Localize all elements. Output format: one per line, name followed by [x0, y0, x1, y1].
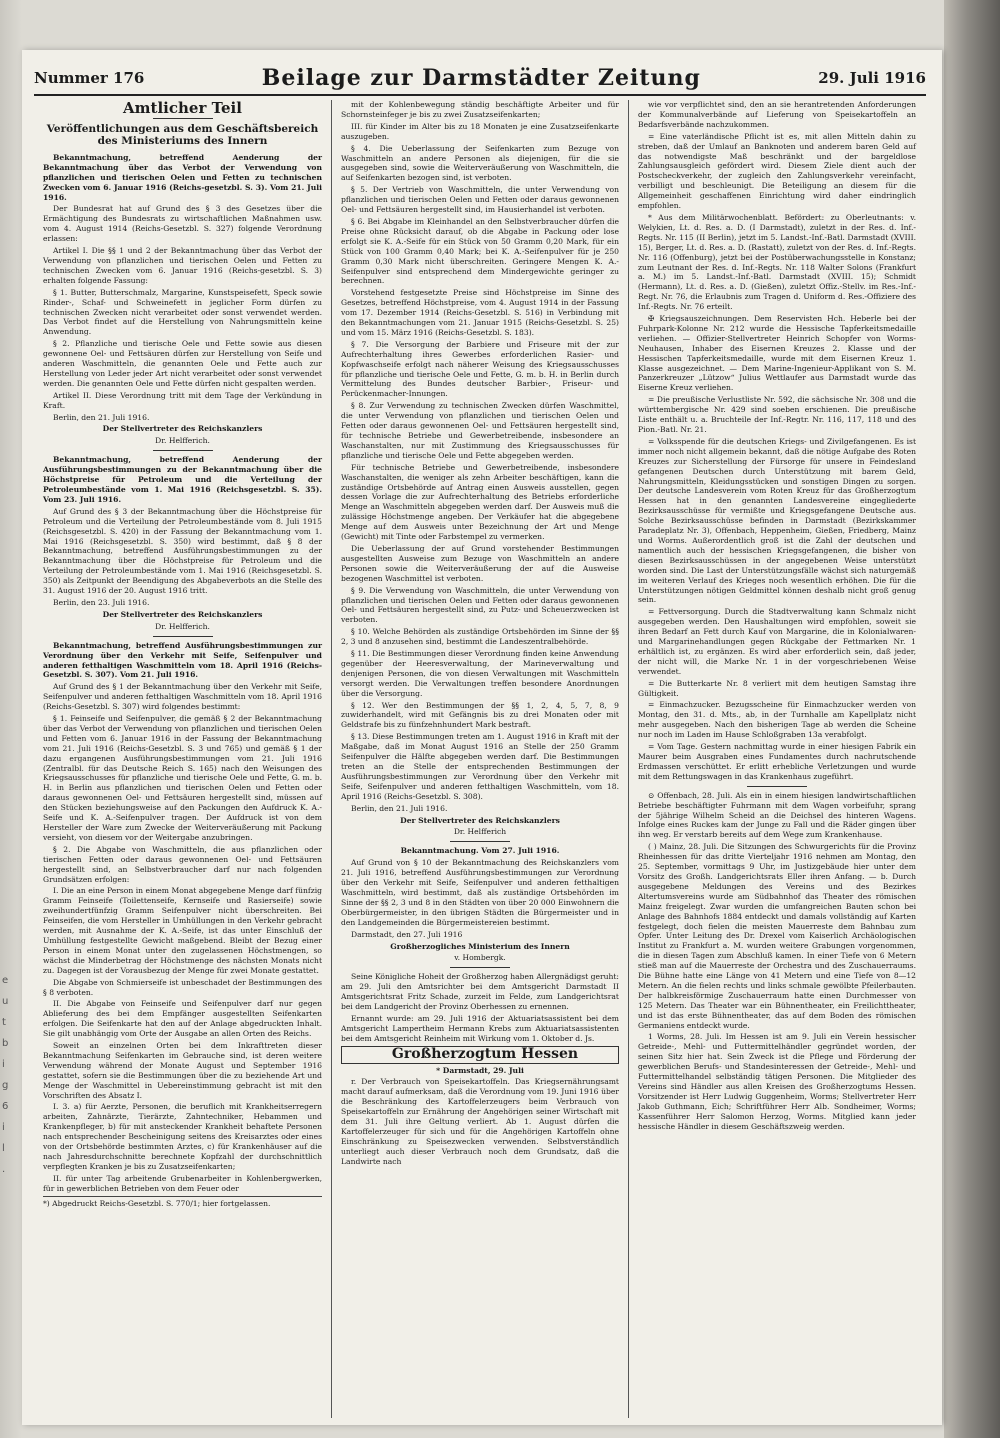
notice-title: Bekanntmachung, betreffend Aenderung der Ausführungsbestimmungen zu der Bekanntmachung über die Höchstpreise für Petroleum und die Verteilung der Petroleumbestände vom 1. Mai 1916 (Reichsgesetzbl. S. 35). Vom 23. Juli 1916.	[43, 455, 322, 504]
paragraph: ✠ Kriegsauszeichnungen. Dem Reservisten Hch. Heberle bei der Fuhrpark-Kolonne Nr. 212 wurde die Hessische Tapferkeitsmedaille verliehen. — Offizier-Stellvertreter Heinrich Schopfer von Worms-Neuhausen, Inhaber des Eisernen Kreuzes 2. Klasse und der Hessischen Tapferkeitsmedaille, wurde mit dem Eisernen Kreuz 1. Klasse ausgezeichnet. — Dem Marine-Ingenieur-Applikant von S. M. Panzerkreuzer „Lützow“ Julius Wettlaufer aus Darmstadt wurde das Eiserne Kreuz verliehen.	[638, 314, 916, 393]
paragraph: § 7. Die Versorgung der Barbiere und Friseure mit der zur Aufrechterhaltung ihres Gewerbes erforderlichen Rasier- und Kopfwaschseife erfolgt nach näherer Weisung des Kriegsausschusses für pflanzliche und tierische Oele und Fette, G. m. b. H. in Berlin durch Vermittelung des Bundes deutscher Barbier-, Friseur- und Perückenmacher-Innungen.	[341, 339, 619, 399]
divider	[153, 450, 213, 451]
divider	[450, 967, 510, 968]
paragraph: = Fettversorgung. Durch die Stadtverwaltung kann Schmalz nicht ausgegeben werden. Den Haushaltungen wird empfohlen, soweit sie ihren Bedarf an Fett durch Kauf von Margarine, die in Kolonialwaren- und Margarinehandlungen gegen Rückgabe der Fettmarken Nr. 1 erhältlich ist, zu ergänzen. Es wird aber erforderlich sein, daß jeder, der nicht will, die Marke Nr. 1 in der vorgeschriebenen Weise verwendet.	[638, 607, 916, 676]
margin-mark: e	[2, 975, 9, 986]
divider	[153, 118, 213, 119]
margin-mark: t	[2, 1017, 6, 1028]
paragraph: wie vor verpflichtet sind, den an sie herantretenden Anforderungen der Kommunalverbände auf Lieferung von Speisekartoffeln an Bedarfsverbände nachzukommen.	[638, 100, 916, 129]
footnote: *) Abgedruckt Reichs-Gesetzbl. S. 770/1; hier fortgelassen.	[43, 1196, 322, 1209]
paragraph: r. Der Verbrauch von Speisekartoffeln. Das Kriegsernährungsamt macht darauf aufmerksam, daß die Verordnung vom 19. Juni 1916 über die Beschränkung des Kartoffelerzeugers beim Verbrauch von Speisekartoffeln zur Ernährung der Angehörigen seiner Wirtschaft mit dem 31. Juli ihre Geltung verliert. Ab 1. August dürfen die Kartoffelerzeuger für sich und für die Angehörigen Kartoffeln ohne Einschränkung zu Speisezwecken verwenden. Selbstverständlich unterliegt auch dieser Verbrauch noch dem Grundsatz, daß die Landwirte nach	[341, 1077, 619, 1166]
margin-marks	[2, 970, 20, 1180]
signature-title: Der Stellvertreter des Reichskanzlers	[102, 424, 263, 434]
paragraph: = Die Butterkarte Nr. 8 verliert mit dem heutigen Samstag ihre Gültigkeit.	[638, 678, 916, 698]
paragraph: I. Die an eine Person in einem Monat abgegebene Menge darf fünfzig Gramm Feinseife (Toilettenseife, Kernseife und Rasierseife) sowie zweihundertfünfzig Gramm Seifenpulver nicht überschreiten. Bei Feinseifen, die vom Hersteller in Umhüllungen in den Verkehr gebracht werden, mit Ausnahme der K. A.-Seife, ist das unter Einschluß der Umhüllung festgestellte Gewicht maßgebend. Bleibt der Bezug einer Person in einem Monat unter den zugelassenen Höchstmengen, so wächst die Minderbetrag der Höchstmenge des nächsten Monats nicht zu. Dagegen ist der Vorausbezug der Menge für zwei Monate gestattet.	[43, 886, 322, 975]
paragraph: § 13. Diese Bestimmungen treten am 1. August 1916 in Kraft mit der Maßgabe, daß im Monat August 1916 an Stelle der 250 Gramm Seifenpulver die Hälfte abgegeben werden darf. Die Bestimmungen treten an die Stelle der entsprechenden Bestimmungen der Ausführungsbestimmungen zur Verordnung über den Verkehr mit Seife, Seifenpulver und anderen fetthaltigen Waschmitteln, vom 18. April 1916 (Reichs-Gesetzbl. S. 308).	[341, 732, 619, 801]
issue-date: 29. Juli 1916	[818, 69, 926, 87]
paragraph: mit der Kohlenbewegung ständig beschäftigte Arbeiter und für Schornsteinfeger je bis zu zwei Zusatzseifenkarten;	[341, 100, 619, 119]
dateline: * Darmstadt, 29. Juli	[436, 1065, 524, 1075]
paragraph: Artikel II. Diese Verordnung tritt mit dem Tage der Verkündung in Kraft.	[43, 390, 322, 410]
paragraph: II. für unter Tag arbeitende Grubenarbeiter in Kohlenbergwerken, für in gewerblichen Betrieben von dem Feuer oder	[43, 1173, 322, 1193]
margin-mark: b	[2, 1038, 9, 1049]
paragraph: Ernannt wurde: am 29. Juli 1916 der Aktuariatsassistent bei dem Amtsgericht Lampertheim Hermann Krebs zum Aktuariatsassistenten bei dem Amtsgericht Reinheim mit Wirkung vom 1. Oktober d. Js.	[341, 1013, 619, 1043]
paragraph: Vorstehend festgesetzte Preise sind Höchstpreise im Sinne des Gesetzes, betreffend Höchstpreise, vom 4. August 1914 in der Fassung vom 17. Dezember 1914 (Reichs-Gesetzbl. S. 516) in Verbindung mit den Bekanntmachungen vom 21. Januar 1915 (Reichs-Gesetzbl. S. 25) und vom 15. März 1916 (Reichs-Gesetzbl. S. 183).	[341, 288, 619, 337]
paragraph: Artikel I. Die §§ 1 und 2 der Bekanntmachung über das Verbot der Verwendung von pflanzlichen und tierischen Oelen und Fetten zu technischen Zwecken vom 6. Januar 1916 (Reichs-gesetzbl. S. 3) erhalten folgende Fassung:	[43, 246, 322, 285]
place-date: Darmstadt, den 27. Juli 1916	[351, 929, 463, 939]
section-box-title: Großherzogtum Hessen	[341, 1046, 619, 1064]
margin-mark: 6	[2, 1101, 9, 1112]
notice-title: Bekanntmachung. Vom 27. Juli 1916.	[400, 846, 560, 856]
paragraph: Die Ueberlassung der auf Grund vorstehender Bestimmungen ausgestellten Ausweise zum Bezuge von Waschmitteln an andere Personen sowie die Weiterveräußerung der auf die Ausweise bezogenen Waschmittel ist verboten.	[341, 543, 619, 583]
column-3	[628, 100, 925, 1418]
divider	[153, 636, 213, 637]
paragraph: Für technische Betriebe und Gewerbetreibende, insbesondere Waschanstalten, die weniger als zehn Arbeiter beschäftigen, kann die zuständige Ortsbehörde auf Antrag einen Ausweis ausstellen, gegen dessen Vorlage die zur Aufrechterhaltung des Betriebs erforderliche Menge an Waschmitteln abgegeben werden darf. Der Ausweis muß die zulässige Höchstmenge angeben. Der Verkäufer hat die abgegebene Menge auf dem Ausweis unter Bezeichnung der Art und Menge (Gewicht) mit Tinte oder Farbstempel zu vermerken.	[341, 462, 619, 542]
place-date: Berlin, den 23. Juli 1916.	[53, 597, 150, 607]
section-title: Amtlicher Teil	[123, 100, 242, 117]
divider	[747, 786, 807, 787]
paper-title: Beilage zur Darmstädter Zeitung	[261, 65, 701, 91]
paragraph: = Die preußische Verlustliste Nr. 592, die sächsische Nr. 308 und die württembergische Nr. 429 sind soeben erschienen. Die preußische Liste enthält u. a. Bruchteile der Inf.-Regtr. Nr. 116, 117, 118 und des Pion.-Batl. Nr. 21.	[638, 395, 916, 434]
paragraph: § 2. Pflanzliche und tierische Oele und Fette sowie aus diesen gewonnene Oel- und Fettsäuren dürfen zur Herstellung von Seife und anderen Waschmitteln, die genannten Oele und Fette auch zur Herstellung von Leder jeder Art nicht verarbeitet oder sonst verwendet werden. Die genannten Oele und Fette dürfen nicht gespalten werden.	[43, 339, 322, 388]
paragraph: 1 Worms, 28. Juli. Im Hessen ist am 9. Juli ein Verein hessischer Getreide-, Mehl- und Futtermittelhändler gegründet worden, der seinen Sitz hier hat. Sein Zweck ist die Pflege und Förderung der gewerblichen Berufs- und Standesinteressen der Getreide-, Mehl- und Futtermittelhandel selbständig tätigen Personen. Die Mitglieder des Vereins sind Händler aus allen Kreisen des Großherzogtums Hessen. Vorsitzender ist Herr Ludwig Guggenheim, Worms; Stellvertreter Herr Jakob Guthmann, Eich; Schriftführer Herr Alb. Sondheimer, Worms; Kassenführer Herr Salomon Herzog, Worms. Mitglied kann jeder hessische Händler in diesem Geschäftszweig werden.	[638, 1032, 916, 1131]
signature-name: Dr. Helfferich	[453, 827, 507, 837]
paragraph: Die Abgabe von Schmierseife ist unbeschadet der Bestimmungen des § 8 verboten.	[43, 977, 322, 997]
paragraph: § 8. Zur Verwendung zu technischen Zwecken dürfen Waschmittel, die unter Verwendung von pflanzlichen und tierischen Oelen und Fetten oder daraus gewonnenen Oel- und Fettsäuren hergestellt sind, für technische Betriebe und Gewerbetreibende, insbesondere an Waschanstalten, nur mit Zustimmung des Kriegsausschusses für pflanzliche und tierische Oele und Fette abgegeben werden.	[341, 401, 619, 460]
paragraph: Auf Grund des § 3 der Bekanntmachung über die Höchstpreise für Petroleum und die Verteilung der Petroleumbestände vom 8. Juli 1915 (Reichsgesetzbl. S. 420) in der Fassung der Bekanntmachung vom 1. Mai 1916 (Reichsgesetzbl. S. 350) wird bestimmt, daß § 8 der Bekanntmachung, betreffend Ausführungsbestimmungen zu der Bekanntmachung über die Höchstpreise für Petroleum und die Verteilung der Petroleumbestände vom 1. Mai 1916 (Reichsgesetzbl. S. 350) als Zeitpunkt der Beendigung des Abgabeverbots an die Stelle des 31. August 1916 der 20. August 1916 tritt.	[43, 506, 322, 596]
notice-title: Bekanntmachung, betreffend Aenderung der Bekanntmachung über das Verbot der Verwendung von pflanzlichen und tierischen Oelen und Fetten zu technischen Zwecken vom 6. Januar 1916 (Reichs-gesetzbl. S. 3). Vom 21. Juli 1916.	[43, 152, 322, 202]
place-date: Berlin, den 21. Juli 1916.	[53, 412, 150, 422]
column-1	[34, 100, 331, 1418]
paragraph: § 5. Der Vertrieb von Waschmitteln, die unter Verwendung von pflanzlichen und tierischen Oelen und Fetten oder daraus gewonnenen Oel- und Fettsäuren hergestellt sind, im Hausierhandel ist verboten.	[341, 185, 619, 215]
paragraph: § 1. Feinseife und Seifenpulver, die gemäß § 2 der Bekanntmachung über das Verbot der Verwendung von pflanzlichen und tierischen Oelen und Fetten vom 6. Januar 1916 in der Fassung der Bekanntmachung vom 21. Juli 1916 (Reichs-Gesetzbl. S. 3 und 765) und gemäß § 1 der dazu ergangenen Ausführungsbestimmungen vom 21. Juli 1916 (Zentralbl. für das Deutsche Reich S. 165) nach den Weisungen des Kriegsausschusses für pflanzliche und tierische Oele und Fette, G. m. b. H. in Berlin aus pflanzlichen und tierischen Oelen und Fetten oder daraus gewonnenen Oel- und Fettsäuren hergestellt sind, müssen auf den Stücken beziehungsweise auf den Packungen den Aufdruck K. A.-Seife und K. A.-Seifenpulver tragen. Der Aufdruck ist von dem Hersteller der Ware zum Zwecke der Weiterveräußerung mit Packung versieht, von diesem vor der Weitergabe anzubringen.	[43, 714, 322, 842]
paragraph: = Einmachzucker. Bezugsscheine für Einmachzucker werden von Montag, den 31. d. Mts., ab, in der Turnhalle am Kapellplatz nicht mehr ausgegeben. Nach den bisherigen Tage ab werden die Scheine nur noch im Laden im Hause Schloßgraben 13a verabfolgt.	[638, 700, 916, 740]
paragraph: § 2. Die Abgabe von Waschmitteln, die aus pflanzlichen oder tierischen Fetten oder daraus gewonnenen Oel- und Fettsäuren hergestellt sind, an Selbstverbraucher darf nur nach folgenden Grundsätzen erfolgen:	[43, 844, 322, 884]
scan-right-edge	[944, 0, 1000, 1438]
signature-name: Dr. Helfferich.	[155, 436, 210, 446]
divider	[450, 841, 510, 842]
paragraph: § 4. Die Ueberlassung der Seifenkarten zum Bezuge von Waschmitteln an andere Personen als diejenigen, für die sie ausgegeben sind, sowie die Weiterveräußerung von Waschmitteln, die auf Seifenkarten bezogen sind, ist verboten.	[341, 143, 619, 183]
signature-title: Der Stellvertreter des Reichskanzlers	[102, 609, 263, 619]
paragraph: = Vom Tage. Gestern nachmittag wurde in einer hiesigen Fabrik ein Maurer beim Ausgraben eines Fundamentes durch nachrutschende Erdmassen verschüttet. Er erlitt erhebliche Verletzungen und wurde mit dem Rettungswagen in das Krankenhaus zugeführt.	[638, 742, 916, 781]
paragraph: ( ) Mainz, 28. Juli. Die Sitzungen des Schwurgerichts für die Provinz Rheinhessen für das dritte Vierteljahr 1916 nehmen am Montag, den 25. September, vormittags 9 Uhr, im Justizgebäude hier unter dem Vorsitz des Großh. Landgerichtsrats Eller ihren Anfang. — b. Durch ausgegebene Meldungen des Vereins und des Bezirkes Altertumsvereins wurde am Südbahnhof das Theater des römischen Mainz freigelegt. Zwar wurden die umfangreichen Bauten schon bei Anlage des Bahnhofs 1884 entdeckt und damals vollständig auf Karten festgelegt, doch fielen die meisten Mauerreste dem Bahnbau zum Opfer. Unter Leitung des Dr. Drexel vom Kaiserlich Archäologischen Institut zu Frankfurt a. M. wurden weitere Grabungen vorgenommen, die in diesen Tagen zum Abschluß kamen. In einer Tiefe von 6 Metern stieß man auf die Mauerreste der Orchestra und des Zuschauerraums. Die Bühne hatte eine Länge von 41 Metern und eine Tiefe von 8—12 Metern. An die fielen rechts und links schmale gewölbte Pfeilerbauten. Der halbkreisförmige Zuschauerraum hatte einen Durchmesser von 125 Metern. Das Theater war ein Bühnentheater, ein Freilichttheater, und ist das erste Bühnentheater, das auf dem Boden des römischen Germaniens entdeckt wurde.	[638, 842, 916, 1030]
masthead	[34, 62, 926, 96]
signature-title: Der Stellvertreter des Reichskanzlers	[400, 815, 560, 825]
paragraph: Auf Grund von § 10 der Bekanntmachung des Reichskanzlers vom 21. Juli 1916, betreffend Ausführungsbestimmungen zur Verordnung über den Verkehr mit Seife, Seifenpulver und anderen fetthaltigen Waschmitteln, wird bestimmt, daß als zuständige Ortsbehörden im Sinne der §§ 2, 3 und 8 in den Städten von über 20 000 Einwohnern die Oberbürgermeister, in den übrigen Städten die Bürgermeister und in den Landgemeinden die Bürgermeistereien bestimmt.	[341, 858, 619, 927]
paragraph: Seine Königliche Hoheit der Großherzog haben Allergnädigst geruht: am 29. Juli den Amtsrichter bei dem Amtsgericht Darmstadt II Amtsgerichtsrat Fritz Schade, zurzeit im Felde, zum Landgerichtsrat bei dem Landgericht der Provinz Oberhessen zu ernennen.	[341, 972, 619, 1012]
paragraph: § 9. Die Verwendung von Waschmitteln, die unter Verwendung von pflanzlichen und tierischen Oelen und Fetten oder daraus gewonnenen Oel- und Fettsäuren hergestellt sind, zu Putz- und Scheuerzwecken ist verboten.	[341, 585, 619, 625]
paragraph: II. Die Abgabe von Feinseife und Seifenpulver darf nur gegen Ablieferung des bei dem Empfänger ausgestellten Seifenkarten erfolgen. Die Seifenkarte hat den auf der Anlage abgedruckten Inhalt. Sie gilt unabhängig vom Orte der Ausgabe an allen Orten des Reichs.	[43, 999, 322, 1039]
paragraph: § 11. Die Bestimmungen dieser Verordnung finden keine Anwendung gegenüber der Heeresverwaltung, der Marineverwaltung und denjenigen Personen, die von diesen Verwaltungen mit Waschmitteln versorgt werden. Die Verwaltungen treffen besondere Anordnungen über die Versorgung.	[341, 649, 619, 698]
signature-name: v. Hombergk.	[454, 953, 506, 963]
paragraph: Auf Grund des § 1 der Bekanntmachung über den Verkehr mit Seife, Seifenpulver und anderen fetthaltigen Waschmitteln vom 18. April 1916 (Reichs-Gesetzbl. S. 307) wird folgendes bestimmt:	[43, 682, 322, 712]
paragraph: § 6. Bei Abgabe im Kleinhandel an den Selbstverbraucher dürfen die Preise ohne Rücksicht darauf, ob die Abgabe in Packung oder lose erfolgt sie K. A.-Seife für ein Stück von 50 Gramm 0,20 Mark, für ein Stück von 100 Gramm 0,40 Mark; bei K. A.-Seifenpulver für je 250 Gramm 0,30 Mark nicht überschreiten. Geringere Mengen K. A.-Seifenpulver sind entsprechend dem Mindergewichte geringer zu berechnen.	[341, 216, 619, 286]
issue-number: Nummer 176	[34, 69, 145, 87]
margin-mark: .	[2, 1164, 6, 1175]
margin-mark: i	[2, 1059, 5, 1070]
paragraph: § 1. Butter, Butterschmalz, Margarine, Kunstspeisefett, Speck sowie Rinder-, Schaf- und Schweinefett in jeglicher Form dürfen zu technischen Zwecken nicht verarbeitet oder sonst verwendet werden. Das Verbot findet auf die Herstellung von Nahrungsmitteln keine Anwendung.	[43, 287, 322, 337]
paragraph: ⊙ Offenbach, 28. Juli. Als ein in einem hiesigen landwirtschaftlichen Betriebe beschäftigter Fuhrmann mit dem Wagen vorbeifuhr, sprang der 5jährige Wilhelm Scheid an die Deichsel des hinteren Wagens. Infolge eines Ruckes kam der Junge zu Fall und die Räder gingen über ihn weg. Er verstarb bereits auf dem Wege zum Krankenhause.	[638, 790, 916, 840]
paragraph: = Eine vaterländische Pflicht ist es, mit allen Mitteln dahin zu streben, daß der Umlauf an Banknoten und anderem baren Geld auf das notwendigste Maß beschränkt und der bargeldlose Zahlungsausgleich gefördert wird. Diesem Ziele dient auch der Postscheckverkehr, der zugleich den Zahlungsverkehr vereinfacht, verbilligt und beschleunigt. Die Beteiligung an diesem für die Allgemeinheit geschaffenen Einrichtung wird daher eindringlich empfohlen.	[638, 131, 916, 211]
margin-mark: l	[2, 1143, 5, 1154]
signature-title: Großherzogliches Ministerium des Innern	[390, 941, 570, 951]
paragraph: Soweit an einzelnen Orten bei dem Inkrafttreten dieser Bekanntmachung Seifenkarten im Gebrauche sind, ist deren weitere Verwendung während der Monate August und September 1916 gestattet, sofern sie die Bestimmungen über die zu beziehende Art und Menge der Waschmittel in Uebereinstimmung gebracht ist mit den Vorschriften des Absatz I.	[43, 1041, 322, 1100]
paragraph: * Aus dem Militärwochenblatt. Befördert: zu Oberleutnants: v. Welykien, Lt. d. Res. a. D. (I Darmstadt), zuletzt in der Res. d. Inf.-Regts. Nr. 115 (II Berlin), jetzt im 5. Landst.-Inf.-Batl. Darmstadt (XVIII. 15), Berger, Lt. d. Res. a. D. (Rastatt), zuletzt von der Res. d. Inf.-Regts. Nr. 116 (Offenburg), jetzt bei der Postüberwachungsstelle in Konstanz; zum Leutnant der Res. d. Inf.-Regts. Nr. 118 Walter Solons (Frankfurt a. M.) im 5. Landst.-Inf.-Batl. Darmstadt (XVIII. 15); Schmidt (Hermann), Lt. d. Res. a. D. (Gießen), zuletzt Offiz.-Stellv. im Res.-Inf.-Regt. Nr. 76, die Erlaubnis zum Tragen d. Uniform d. Res.-Offiziere des Inf.-Regts. Nr. 76 erteilt.	[638, 212, 916, 312]
signature-name: Dr. Helfferich.	[155, 621, 210, 631]
margin-mark: u	[2, 996, 9, 1007]
paragraph: § 12. Wer den Bestimmungen der §§ 1, 2, 4, 5, 7, 8, 9 zuwiderhandelt, wird mit Gefängnis bis zu drei Monaten oder mit Geldstrafe bis zu fünfzehnhundert Mark bestraft.	[341, 700, 619, 730]
section-subtitle: Veröffentlichungen aus dem Geschäftsbereich des Ministeriums des Innern	[46, 122, 319, 147]
paragraph: III. für Kinder im Alter bis zu 18 Monaten je eine Zusatzseifenkarte auszugeben.	[341, 121, 619, 141]
paragraph: § 10. Welche Behörden als zuständige Ortsbehörden im Sinne der §§ 2, 3 und 8 anzusehen sind, bestimmt die Landeszentralbehörde.	[341, 627, 619, 647]
paragraph: = Volksspende für die deutschen Kriegs- und Zivilgefangenen. Es ist immer noch nicht allgemein bekannt, daß die nötige Aufgabe des Roten Kreuzes zur Sicherstellung der Fürsorge für unsere in Feindesland gefangenen Deutschen durch Unterstützung mit barem Geld, Nahrungsmitteln, Kleidungsstücken und sonstigen Dingen zu sorgen. Der deutsche Landesverein vom Roten Kreuz für das Großherzogtum Hessen hat in den genannten Landesvereine eingegliederte Bezirksausschüsse für vermißte und Kriegsgefangene Deutsche aus. Solche Bezirksausschüsse befinden in Darmstadt (Bezirkskammer Paradeplatz Nr. 3), Offenbach, Heppenheim, Gießen, Friedberg, Mainz und Worms. Außerordentlich groß ist die Zahl der deutschen und namentlich auch der hessischen Kriegsgefangenen, die bisher von diesen Bezirksausschüssen in der angegebenen Weise unterstützt worden sind. Die Last der Unterstützungsfälle wächst sich naturgemäß im weiteren Verlauf des Krieges noch wesentlich erhöhen. Die für die Unterstützungen nötigen Geldmittel können deshalb nicht groß genug sein.	[638, 436, 916, 605]
place-date: Berlin, den 21. Juli 1916.	[351, 803, 448, 813]
paragraph: Der Bundesrat hat auf Grund des § 3 des Gesetzes über die Ermächtigung des Bundesrats zu wirtschaftlichen Maßnahmen usw. vom 4. August 1914 (Reichs-Gesetzbl. S. 327) folgende Verordnung erlassen:	[43, 204, 322, 244]
margin-mark: g	[2, 1080, 9, 1091]
article-columns	[34, 100, 926, 1418]
scan-left-edge	[0, 0, 22, 1438]
notice-title: Bekanntmachung, betreffend Ausführungsbestimmungen zur Verordnung über den Verkehr mit Seife, Seifenpulver und anderen fetthaltigen Waschmitteln vom 18. April 1916 (Reichs-Gesetzbl. S. 307). Vom 21. Juli 1916.	[43, 640, 322, 680]
column-2	[331, 100, 628, 1418]
margin-mark: i	[2, 1122, 5, 1133]
paragraph: I. 3. a) für Aerzte, Personen, die beruflich mit Krankheitserregern arbeiten, Zahnärzte, Tierärzte, Zahntechniker, Hebammen und Krankenpfleger, b) für mit ansteckender Krankheit behaftete Personen nach entsprechender Bescheinigung seitens des Kreisarztes oder eines von der Ortsbehörde bestimmten Arztes, c) für Krankenhäuser auf die nach Jahresdurchschnitte berechnete Kopfzahl der durchschnittlich verpflegten Kranken je bis zu Zusatzseifenkarten;	[43, 1102, 322, 1171]
